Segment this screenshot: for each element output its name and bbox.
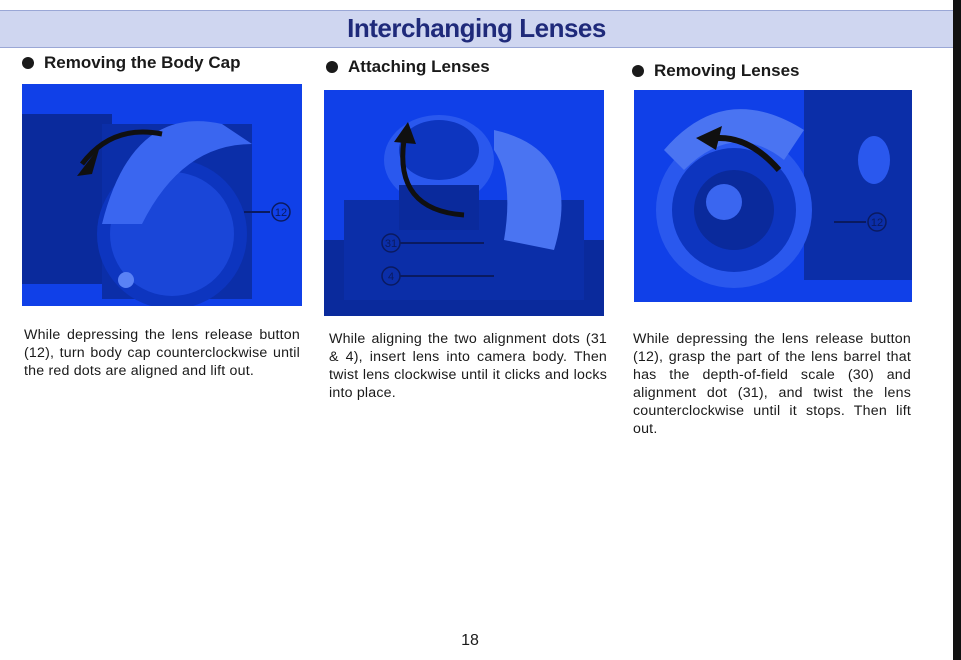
section-removing-body-cap [22, 50, 307, 76]
section-removing-lenses [632, 50, 917, 84]
photo-removing-lenses [634, 90, 912, 302]
heading-text: Removing the Body Cap [44, 53, 241, 72]
page-title: Interchanging Lenses [347, 13, 606, 43]
heading-text: Attaching Lenses [348, 57, 490, 76]
section-heading [632, 58, 917, 84]
section-body-text: While depressing the lens release button (12), grasp the part of the lens barrel that has the depth-of-field scale (30) and alignment dot (31), and twist the lens counterclockwise until it stops. Then lift out. [633, 331, 911, 437]
section-attaching-lenses [326, 50, 611, 80]
bullet-icon [632, 65, 644, 77]
bullet-icon [326, 61, 338, 73]
section-body-text: While depressing the lens release button (12), turn body cap counterclockwise until the red dots are aligned and lift out. [24, 327, 300, 379]
section-heading [326, 54, 611, 80]
bullet-icon [22, 57, 34, 69]
callout-label: 12 [870, 217, 884, 229]
section-heading [22, 50, 307, 76]
page-edge [953, 0, 961, 660]
heading-text: Removing Lenses [654, 61, 800, 80]
callout-label: 31 [384, 238, 398, 250]
page-number: 18 [461, 632, 479, 649]
callout-label: 4 [387, 271, 395, 283]
photo-removing-body-cap [22, 84, 302, 306]
photo-attaching-lenses [324, 90, 604, 316]
callout-label: 12 [274, 207, 288, 219]
section-body-text: While aligning the two alignment dots (31 & 4), insert lens into camera body. Then twist lens clockwise until it clicks and locks into place. [329, 331, 607, 401]
